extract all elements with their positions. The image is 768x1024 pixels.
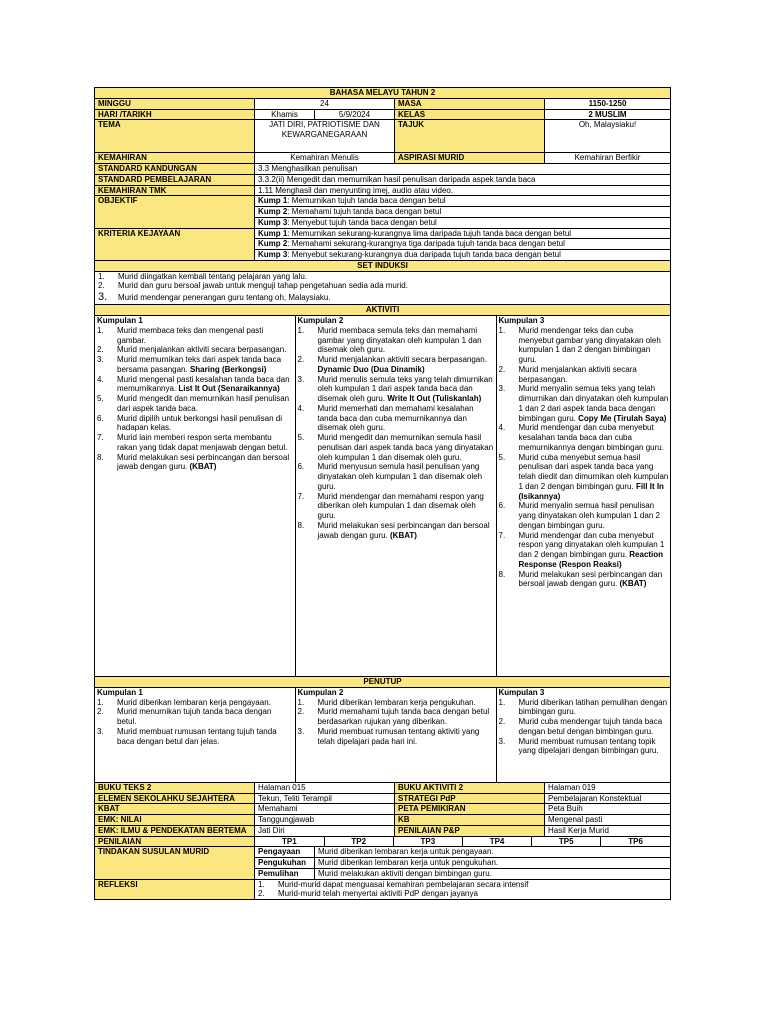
list-item: 1. Murid diberikan lembaran kerja pengukuhan. [297,697,476,707]
tindakan-value: Murid diberikan lembaran kerja untuk pengukuhan. [315,858,671,869]
list-item: 7. Murid mendengar dan cuba menyebut respon yang dinyatakan oleh kumpulan 1 dan 2 dengan bimbingan guru. Reaction Response (Respon Reaksi) [498,530,665,569]
list-item: 3. Murid menulis semula teks yang telah dimurnikan oleh kumpulan 1 dari aspek tanda baca dan disemak oleh guru. Write It Out (Tuliskanlah) [297,374,493,404]
tindakan-key: Pengukuhan [255,858,315,869]
penilaian-label: PENILAIAN [95,836,255,847]
masa-value: 1150-1250 [545,98,671,109]
list-item: 6. Murid menyalin semua hasil penulisan yang dinyatakan oleh kumpulan 1 dan 2 dengan bimbingan guru. [498,501,660,530]
kemahiran-tmk-value: 1.11 Menghasil dan menyunting imej, audio atau video. [255,185,671,196]
list-item: 7. Murid mendengar dan memahami respon yang diberikan oleh kumpulan 1 dan disemak oleh guru. [297,491,484,521]
kb-value: Mengenal pasti [545,815,671,826]
kbat-value: Memahami [255,804,395,815]
list-item: 4. Murid mengenal pasti kesalahan tanda baca dan memurnikannya. List It Out (Senaraikannya) [97,374,290,394]
kelas-value: 2 MUSLIM [545,109,671,120]
list-item: 1. Murid diingatkan kembali tentang pelajaran yang lalu. [98,271,308,281]
tema-value: JATI DIRI, PATRIOTISME DAN KEWARGANEGARAAN [255,120,395,153]
penutup-title: PENUTUP [95,677,671,688]
list-item: 3. Murid membuat rumusan tentang topik yang dipelajari dengan bimbingan guru. [498,736,659,756]
tindakan-key: Pemulihan [255,868,315,879]
elemen-label: ELEMEN SEKOLAHKU SEJAHTERA [95,793,255,804]
aktiviti-section [95,316,671,677]
list-item: 3. Murid membuat rumusan tentang tujuh tanda baca dengan betul dan jelas. [97,726,277,746]
nilai-value: Tanggungjawab [255,815,395,826]
kumpulan-2-title: Kumpulan 2 [297,687,344,697]
aktiviti-kumpulan-2 [295,316,496,676]
list-item: 2. Murid cuba mendengar tujuh tanda baca dengan betul dengan bimbingan guru. [498,717,663,736]
buku-teks-label: BUKU TEKS 2 [95,782,255,793]
list-item: 2. Murid-murid telah menyertai aktiviti PdP dengan jayanya [258,889,478,899]
strategi-label: STRATEGI PdP [395,793,545,804]
kelas-label: KELAS [395,109,545,120]
aktiviti-kumpulan-3 [496,316,671,676]
aspirasi-value: Kemahiran Berfikir [545,153,671,164]
tp-cell: TP6 [628,836,643,846]
minggu-value: 24 [255,98,395,109]
tema-label: TEMA [95,120,255,153]
kriteria-item: Kump 2: Memahami sekurang-kurangnya tiga daripada tujuh tanda baca dengan betul [255,239,671,250]
kriteria-label: KRITERIA KEJAYAAN [95,228,255,260]
nilai-label: EMK: NILAI [95,815,255,826]
penutup-kumpulan-1 [95,688,295,782]
tp-cell: TP3 [393,837,462,847]
ilmu-label: EMK: ILMU & PENDEKATAN BERTEMA [95,825,255,836]
kemahiran-value: Kemahiran Menulis [255,153,395,164]
peta-value: Peta Buih [545,804,671,815]
list-item: 2. Murid menjalankan aktiviti secara berpasangan. [97,345,287,355]
penutup-kumpulan-2 [295,688,496,782]
document-title: BAHASA MELAYU TAHUN 2 [95,88,671,99]
kb-label: KB [395,815,545,826]
list-item: 1. Murid mendengar teks dan cuba menyebut gambar yang dinyatakan oleh kumpulan 1 dan 2 dengan bimbingan guru. [498,325,661,365]
kumpulan-1-title: Kumpulan 1 [97,687,143,697]
tp-cell: TP4 [462,837,531,847]
objektif-item: Kump 2: Memahami tujuh tanda baca dengan betul [255,207,671,218]
lesson-plan-table [94,87,671,900]
tindakan-value: Murid diberikan lembaran kerja untuk pengayaan. [315,847,671,858]
kumpulan-3-title: Kumpulan 3 [498,316,545,326]
list-item: 5. Murid cuba menyebut semua hasil penulisan dari aspek tanda baca yang telah diedit dan dimurnikan oleh kumpulan 1 dan 2 dengan bimbingan guru. Fill It In (Isikannya) [498,452,669,501]
standard-pembelajaran-label: STANDARD PEMBELAJARAN [95,174,255,185]
list-item: 1. Murid membaca teks dan mengenal pasti gambar. [97,325,264,345]
kriteria-item: Kump 1: Memurnikan sekurang-kurangnya lima daripada tujuh tanda baca dengan betul [255,228,671,239]
tajuk-label: TAJUK [395,120,545,153]
list-item: 2. Murid menjalankan aktiviti secara berpasangan. Dynamic Duo (Dua Dinamik) [297,355,487,374]
objektif-item: Kump 3: Menyebut tujuh tanda baca dengan betul [255,217,671,228]
list-item: 6. Murid menyusun semula hasil penulisan yang dinyatakan oleh kumpulan 1 dan disemak oleh guru. [297,462,483,491]
elemen-value: Tekun, Teliti Terampil [255,793,395,804]
standard-kandungan-value: 3.3 Menghasilkan penulisan [255,164,671,175]
list-item: 2. Murid memahami tujuh tanda baca dengan betul berdasarkan rujukan yang diberikan. [297,707,490,727]
kemahiran-tmk-label: KEMAHIRAN TMK [95,185,255,196]
list-item: 1. Murid diberikan latihan pemulihan dengan bimbingan guru. [498,697,668,717]
kumpulan-2-title: Kumpulan 2 [297,316,344,326]
set-induksi-list [95,271,671,305]
list-item: 8. Murid melakukan sesi perbincangan dan bersoal jawab dengan guru. (KBAT) [498,569,663,589]
aspirasi-label: ASPIRASI MURID [395,153,545,164]
buku-teks-value: Halaman 015 [255,782,395,793]
refleksi-label: REFLEKSI [95,879,255,900]
list-item: 8. Murid melakukan sesi perbincangan dan bersoal jawab dengan guru. (KBAT) [297,520,490,540]
list-item: 5. Murid mengedit dan memurnikan semula hasil penulisan dari aspek tanda baca yang dinyatakan oleh kumpulan 1 dan disemak oleh guru. [297,433,494,462]
hari-value: Khamis [255,109,315,120]
list-item: 1. Murid membaca semula teks dan memahami gambar yang dinyatakan oleh kumpulan 1 dan disemak oleh guru. [297,325,482,355]
list-item: 3. Murid memurnikan teks dari aspek tanda baca bersama pasangan. Sharing (Berkongsi) [97,355,282,374]
tindakan-label: TINDAKAN SUSULAN MURID [95,847,255,879]
buku-aktiviti-label: BUKU AKTIVITI 2 [395,782,545,793]
list-item: 3. Murid membuat rumusan tentang aktiviti yang telah dipelajari pada hari ini. [297,726,480,746]
tarikh-value: 5/9/2024 [315,109,395,120]
penutup-kumpulan-3 [496,688,671,782]
aktiviti-title: AKTIVITI [95,305,671,316]
hari-label: HARI /TARIKH [95,109,255,120]
standard-pembelajaran-value: 3.3.2(ii) Mengedit dan memurnikan hasil penulisan daripada aspek tanda baca [255,174,671,185]
list-item: 2. Murid dan guru bersoal jawab untuk menguji tahap pengetahuan sedia ada murid. [98,281,408,291]
list-item: 4. Murid memerhati dan memahami kesalahan tanda baca dan cuba memurnikannya dan disemak oleh guru. [297,403,474,433]
set-induksi-title: SET INDUKSI [95,260,671,271]
tp-cell: TP2 [324,837,393,847]
tajuk-value: Oh, Malaysiaku! [545,120,671,153]
list-item: 1. Murid-murid dapat menguasai kemahiran pembelajaran secara intensif [258,879,529,889]
objektif-label: OBJEKTIF [95,196,255,228]
objektif-item: Kump 1: Memurnikan tujuh tanda baca dengan betul [255,196,671,207]
refleksi-list [255,879,671,900]
penilaian-pp-label: PENILAIAN P&P [395,825,545,836]
kriteria-item: Kump 3: Menyebut sekurang-kurangnya dua daripada tujuh tanda baca dengan betul [255,250,671,261]
tp-row [255,836,671,847]
ilmu-value: Jati Diri [255,825,395,836]
list-item: 4. Murid mendengar dan cuba menyebut kesalahan tanda baca dan cuba memurnikannya dengan bimbingan guru. [498,423,664,452]
tindakan-value: Murid melakukan aktiviti dengan bimbingan guru. [315,868,671,879]
penutup-section [95,687,671,782]
list-item: 7. Murid lain memberi respon serta membantu rakan yang tidak dapat menjawab dengan betul. [97,433,288,452]
tp-cell: TP1 [255,837,324,847]
aktiviti-kumpulan-1 [95,316,295,676]
standard-kandungan-label: STANDARD KANDUNGAN [95,164,255,175]
list-item: 2. Murid menjalankan aktiviti secara berpasangan. [498,364,637,384]
masa-label: MASA [395,98,545,109]
list-item: 1. Murid diberikan lembaran kerja pengayaan. [97,697,271,707]
strategi-value: Pembelajaran Konstektual [545,793,671,804]
kumpulan-1-title: Kumpulan 1 [97,316,143,326]
penilaian-pp-value: Hasil Kerja Murid [545,825,671,836]
list-item: 5. Murid mengedit dan memurnikan hasil penulisan dari aspek tanda baca. [97,394,290,413]
list-item: 8. Murid melakukan sesi perbincangan dan bersoal jawab dengan guru. (KBAT) [97,452,290,472]
kbat-label: KBAT [95,804,255,815]
list-item: 3. Murid menyalin semua teks yang telah dimurnikan dan dinyatakan oleh kumpulan 1 dan 2 dari aspek tanda baca dengan bimbingan guru. Copy Me (Tirulah Saya) [498,384,669,423]
list-item: 2. Murid menurnikan tujuh tanda baca dengan betul. [97,707,272,727]
tindakan-key: Pengayaan [255,847,315,858]
lesson-plan-document [94,87,670,900]
kemahiran-label: KEMAHIRAN [95,153,255,164]
list-item: 6. Murid dipilih untuk berkongsi hasil penulisan di hadapan kelas. [97,413,282,433]
buku-aktiviti-value: Halaman 019 [545,782,671,793]
kumpulan-3-title: Kumpulan 3 [498,687,545,697]
tp-cell: TP5 [532,837,601,847]
peta-label: PETA PEMIKIRAN [395,804,545,815]
minggu-label: MINGGU [95,98,255,109]
list-item: 3. Murid mendengar penerangan guru tentang oh, Malaysiaku. [98,291,331,303]
